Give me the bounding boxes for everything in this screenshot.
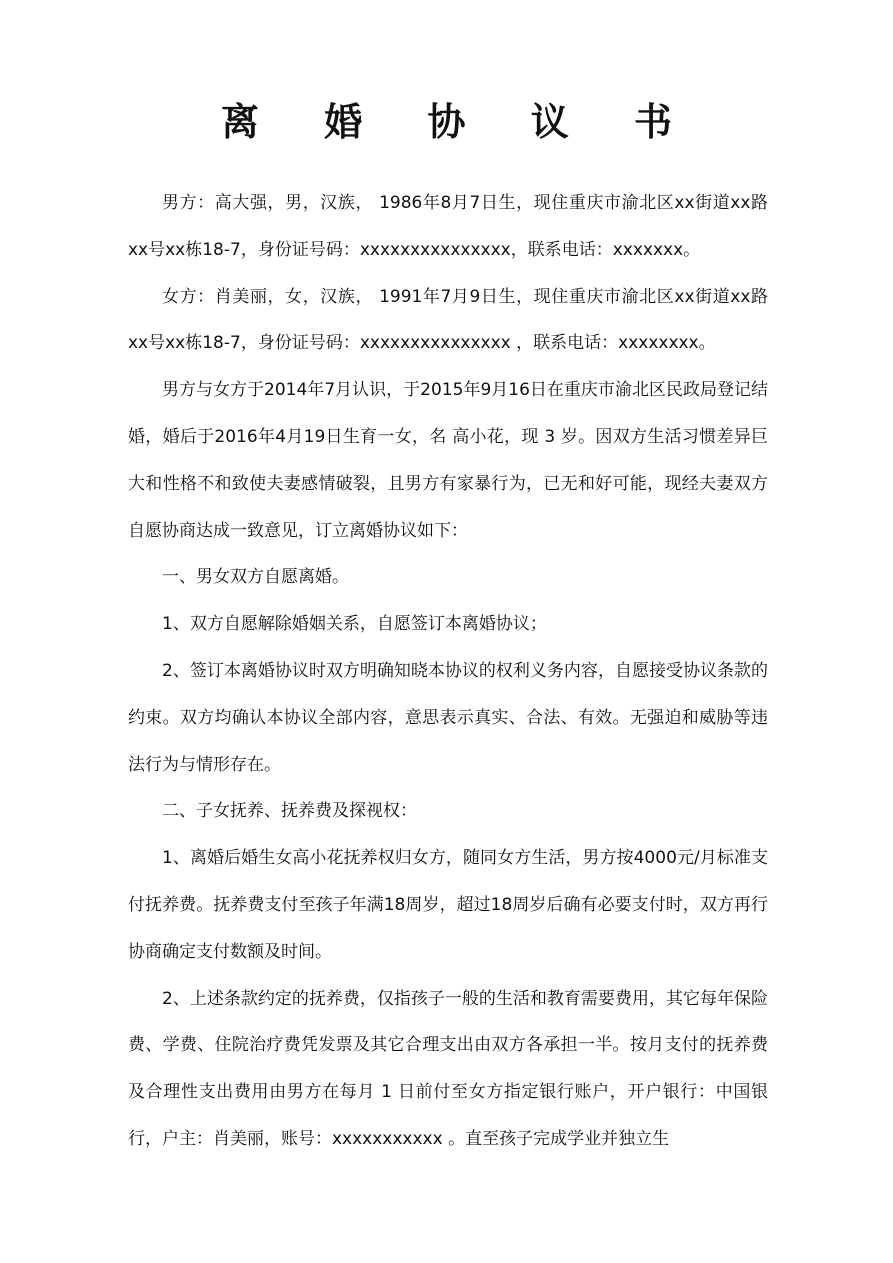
paragraph-marriage-background: [128, 367, 768, 554]
document-body: [128, 180, 768, 1163]
paragraph-male-party: 男方：高大强，男，汉族， 1986年8月7日生，现住重庆市渝北区xx街道xx路xx号xx栋18-7，身份证号码：xxxxxxxxxxxxxxx，联系电话：xxxxxxx。: [128, 193, 768, 260]
section-heading-child-custody: 二、子女抚养、抚养费及探视权：: [162, 801, 417, 822]
background-text-highlight: 且男方有家暴行为: [387, 473, 527, 494]
paragraph-female-party: 女方：肖美丽，女，汉族， 1991年7月9日生，现住重庆市渝北区xx街道xx路xx号xx栋18-7，身份证号码：xxxxxxxxxxxxxxx ，联系电话：xxxxxxxx。: [128, 286, 768, 354]
clause-2-2: 2、上述条款约定的抚养费，仅指孩子一般的生活和教育需要费用，其它每年保险费、学费、住院治疗费凭发票及其它合理支出由双方各承担一半。按月支付的抚养费及合理性支出费用由男方在每月 1 日前付至女方指定银行账户，开户银行：中国银行，户主：肖美丽，账号：xxxxxxxxxxx 。直至孩子完成学业并独立生: [128, 988, 768, 1149]
background-text-before: 男方与女方于2014年7月认识，于2015年9月16日在重庆市渝北区民政局登记结婚，婚后于2016年4月19日生育一女，名 高小花，现 3 岁。因双方生活习惯差异巨大和性格不和致使夫妻感情破裂，: [128, 380, 768, 494]
clause-2-1: 1、离婚后婚生女高小花抚养权归女方，随同女方生活，男方按4000元/月标准支付抚养费。抚养费支付至孩子年满18周岁，超过18周岁后确有必要支付时，双方再行协商确定支付数额及时间。: [128, 848, 768, 962]
document-title: 离 婚 协 议 书: [221, 100, 698, 144]
clause-1-1: 1、双方自愿解除婚姻关系，自愿签订本离婚协议；: [162, 614, 547, 635]
clause-1-2: 2、签订本离婚协议时双方明确知晓本协议的权利义务内容，自愿接受协议条款的约束。双方均确认本协议全部内容，意思表示真实、合法、有效。无强迫和威胁等违法行为与情形存在。: [128, 660, 768, 775]
section-heading-divorce: 一、男女双方自愿离婚。: [162, 567, 349, 588]
background-text-after: ，已无和好可能，现经夫妻双方自愿协商达成一致意见，订立离婚协议如下：: [128, 473, 769, 541]
